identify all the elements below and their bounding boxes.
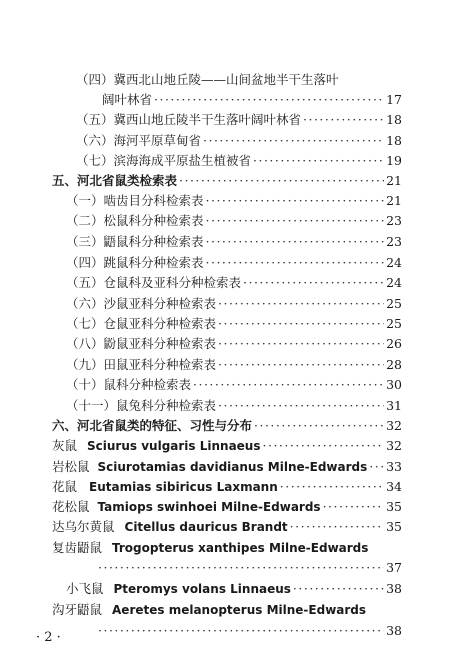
species-latin-name: Citellus dauricus Brandt [124,520,288,534]
toc-entry-page: 26 [386,336,402,351]
dot-leader [206,253,385,273]
toc-entry-page: 25 [386,316,402,331]
toc-entry-page: 18 [386,133,402,148]
toc-entry [66,253,402,273]
toc-entry-label: （一）啮齿目分科检索表 [66,193,204,208]
page-number: · 2 · [36,630,61,645]
dot-leader [218,334,384,354]
species-latin-name: Trogopterus xanthipes Milne-Edwards [112,541,369,555]
toc-entry-page: 35 [386,499,402,514]
dot-leader [179,171,384,191]
dot-leader [98,558,384,578]
species-latin-name: Sciurotamias davidianus Milne-Edwards [97,460,368,474]
toc-entry [66,294,402,314]
toc-entry [76,151,402,171]
toc-entry-label: （四）跳鼠科分种检索表 [66,255,204,270]
toc-entry [66,334,402,354]
toc-entry-label: （五）仓鼠科及亚科分种检索表 [66,275,242,290]
toc-entry-page: 19 [386,153,402,168]
toc-entry-page: 24 [386,255,402,270]
toc-entry-label: （十一）鼠兔科分种检索表 [66,398,217,413]
toc-entry-page: 37 [386,560,402,575]
toc-entry-label: （二）松鼠科分种检索表 [66,213,204,228]
toc-entry [52,497,402,517]
toc-entry [52,436,402,456]
toc-entry-page: 25 [386,296,402,311]
dot-leader [218,294,384,314]
toc-entry [52,457,402,477]
toc-entry [66,579,402,599]
toc-entry-page: 38 [386,623,402,638]
species-latin-name: Eutamias sibiricus Laxmann [89,480,278,494]
dot-leader [280,477,384,497]
toc-entry-label: （十）鼠科分种检索表 [66,377,192,392]
toc-entry-page: 23 [386,234,402,249]
species-latin-name: Sciurus vulgaris Linnaeus [87,439,261,453]
toc-entry-page: 23 [386,213,402,228]
species-name: 灰鼠 [52,438,78,453]
species-name: 岩松鼠 [52,459,90,474]
toc-entry [52,517,402,537]
toc-entry [66,232,402,252]
toc-entry [66,211,402,231]
toc-entry [76,131,402,151]
dot-leader [203,131,384,151]
toc-entry-label: （五）冀西山地丘陵半干生落叶阔叶林省 [76,112,302,127]
toc-entry-page: 21 [386,193,402,208]
toc-entry [76,70,406,90]
species-latin-name: Aeretes melanopterus Milne-Edwards [112,603,367,617]
toc-entry-page: 33 [386,459,402,474]
species-latin-name: Tamiops swinhoei Milne-Edwards [97,500,321,514]
toc-entry [66,355,402,375]
toc-entry-label: （八）鼢鼠亚科分种检索表 [66,336,217,351]
toc-entry-label: （七）滨海海成平原盐生植被省 [76,153,252,168]
toc-entry [52,538,402,558]
toc-entry-page: 34 [386,479,402,494]
dot-leader [218,355,384,375]
toc-entry-page: 30 [386,377,402,392]
dot-leader [243,273,384,293]
toc-entry [76,110,402,130]
dot-leader [218,314,384,334]
species-name: 达乌尔黄鼠 [52,519,115,534]
species-name: 花鼠 [52,479,78,494]
toc-entry [52,416,402,436]
dot-leader [206,191,385,211]
species-name: 复齿鼯鼠 [52,540,103,555]
toc-entry [52,171,402,191]
dot-leader [369,457,384,477]
toc-section-label: 五、河北省鼠类检索表 [52,173,178,188]
toc-entry-label: （六）沙鼠亚科分种检索表 [66,296,217,311]
toc-entry-page: 28 [386,357,402,372]
toc-entry-page: 32 [386,418,402,433]
toc-entry [66,314,402,334]
dot-leader [254,416,384,436]
toc-entry [66,273,402,293]
toc-entry [66,375,402,395]
toc-entry-label: （四）冀西北山地丘陵——山间盆地半干生落叶 [76,72,339,87]
dot-leader [154,90,384,110]
dot-leader [253,151,384,171]
toc-entry [96,558,402,578]
toc-entry [66,396,402,416]
toc-entry [102,90,402,110]
dot-leader [193,375,384,395]
toc-entry-page: 17 [386,92,402,107]
toc-section-label: 六、河北省鼠类的特征、习性与分布 [52,418,253,433]
dot-leader [98,621,384,641]
toc-entry-page: 35 [386,519,402,534]
toc-entry-label: （六）海河平原草甸省 [76,133,202,148]
toc-entry-page: 18 [386,112,402,127]
toc-entry-page: 32 [386,438,402,453]
toc-entry [52,600,402,620]
dot-leader [218,396,384,416]
toc-entry-page: 38 [386,581,402,596]
toc-entry-label: （九）田鼠亚科分种检索表 [66,357,217,372]
dot-leader [303,110,384,130]
toc-entry-page: 21 [386,173,402,188]
toc-entry-label: 阔叶林省 [102,92,153,107]
dot-leader [206,232,385,252]
species-name: 小飞鼠 [66,581,104,596]
species-name: 沟牙鼯鼠 [52,602,103,617]
toc-entry-label: （三）鼯鼠科分种检索表 [66,234,204,249]
toc-entry-page: 24 [386,275,402,290]
dot-leader [290,517,384,537]
toc-entry-label: （七）仓鼠亚科分种检索表 [66,316,217,331]
toc-entry [96,621,402,641]
dot-leader [293,579,384,599]
dot-leader [263,436,385,456]
toc-entry [66,191,402,211]
toc-entry [52,477,402,497]
species-name: 花松鼠 [52,499,90,514]
dot-leader [206,211,385,231]
species-latin-name: Pteromys volans Linnaeus [113,582,291,596]
toc-entry-page: 31 [386,398,402,413]
